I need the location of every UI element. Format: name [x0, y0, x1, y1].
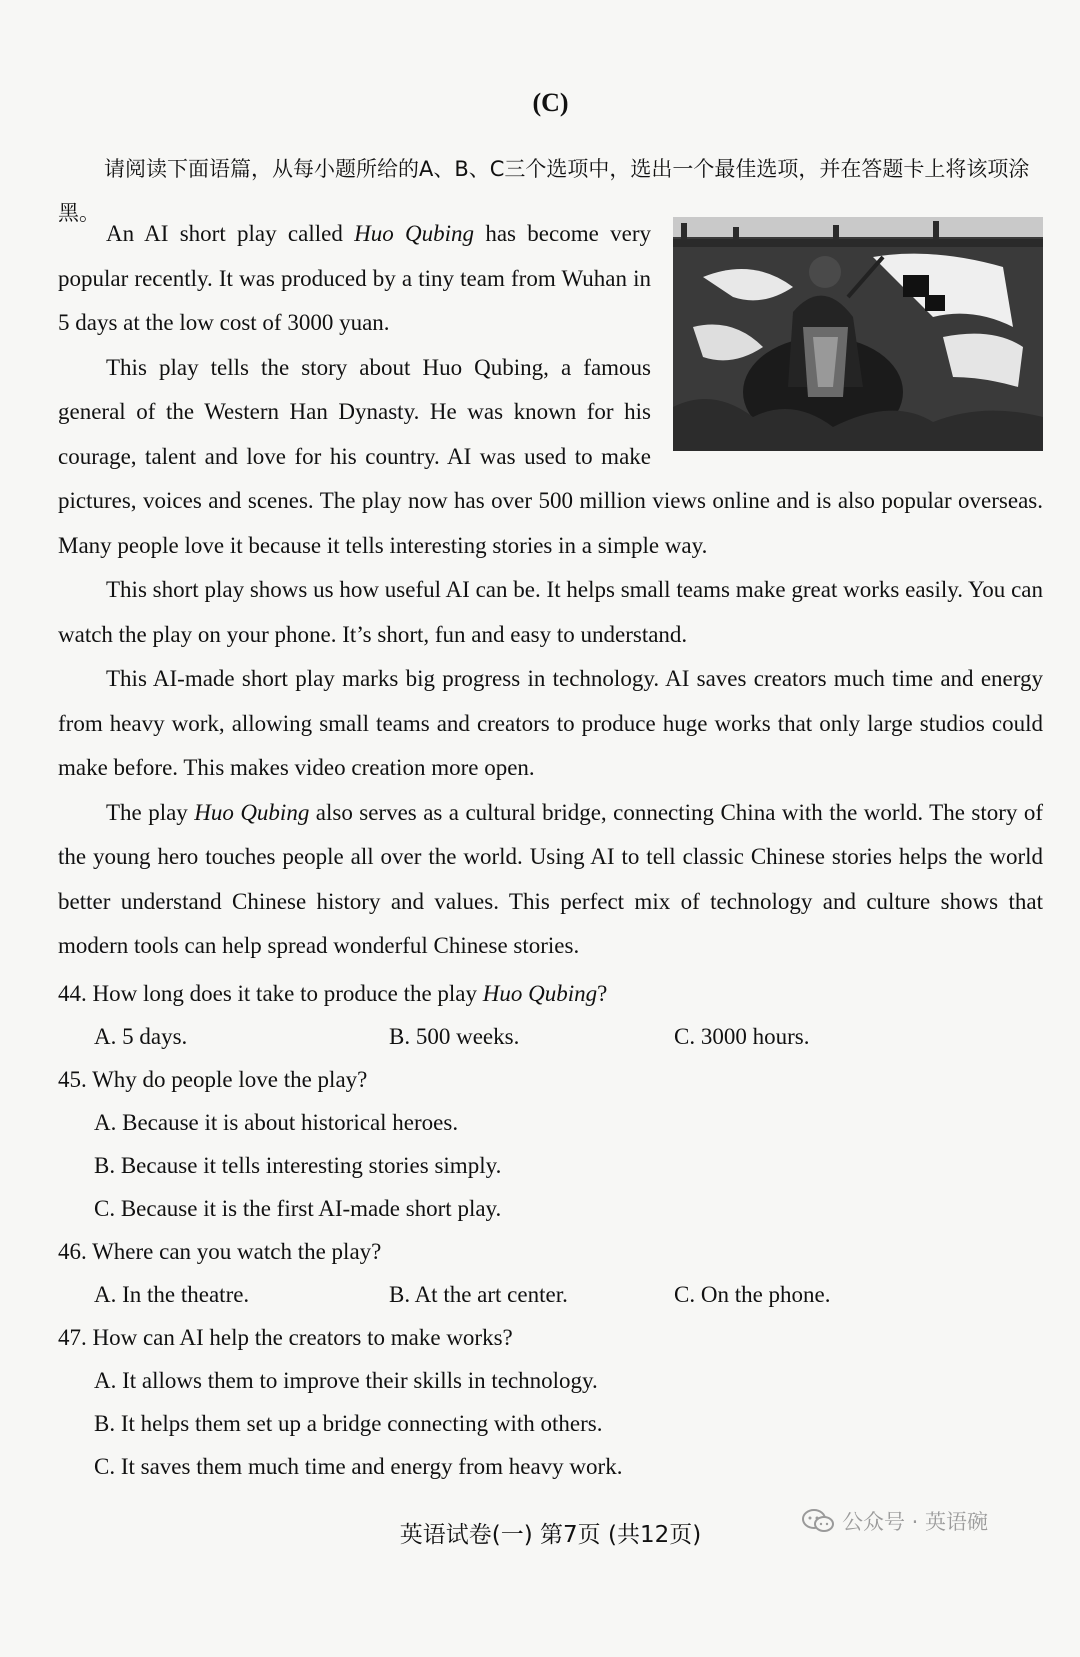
option-44-c: C. 3000 hours. [674, 1024, 810, 1049]
section-label: (C) [532, 88, 569, 117]
option-47-b: B. It helps them set up a bridge connecting with others. [94, 1411, 603, 1436]
question-45: 45. Why do people love the play? [58, 1067, 368, 1092]
paragraph-1: An AI short play called Huo Qubing has become very popular recently. It was produced by a tiny team from Wuhan in 5 days at the low cost of 3000 yuan. [58, 221, 651, 335]
play-still-image [673, 217, 1043, 451]
option-46-b: B. At the art center. [389, 1282, 568, 1307]
option-46-a: A. In the theatre. [94, 1282, 250, 1307]
instructions: 请阅读下面语篇，从每小题所给的A、B、C三个选项中，选出一个最佳选项，并在答题卡上将该项涂黑。 [58, 157, 1030, 225]
question-46-options [58, 1273, 1043, 1316]
reading-passage [58, 212, 1043, 969]
option-45-a: A. Because it is about historical heroes. [94, 1110, 459, 1135]
option-47-c: C. It saves them much time and energy from heavy work. [94, 1454, 623, 1479]
question-46: 46. Where can you watch the play? [58, 1239, 382, 1264]
question-44-options [58, 1015, 1043, 1058]
paragraph-3: This short play shows us how useful AI can be. It helps small teams make great works easily. You can watch the play on your phone. It’s short, fun and easy to understand. [58, 577, 1043, 647]
option-45-b: B. Because it tells interesting stories simply. [94, 1153, 502, 1178]
option-44-a: A. 5 days. [94, 1024, 188, 1049]
exam-page [58, 0, 1043, 1657]
paragraph-5: The play Huo Qubing also serves as a cultural bridge, connecting China with the world. The story of the young hero touches people all over the world. Using AI to tell classic Chinese stories helps the world better understand Chinese history and values. This perfect mix of technology and culture shows that modern tools can help spread wonderful Chinese stories. [58, 799, 1043, 958]
watermark-text: 公众号 · 英语碗 [841, 1510, 988, 1534]
question-44: 44. How long does it take to produce the play Huo Qubing? [58, 981, 608, 1006]
wechat-icon [802, 1509, 834, 1533]
paragraph-2: This play tells the story about Huo Qubing, a famous general of the Western Han Dynasty. He was known for his courage, talent and love for his country. AI was used to make pictures, voices and scenes. The play now has over 500 million views online and is also popular overseas. Many people love it because it tells interesting stories in a simple way. [58, 354, 1043, 558]
general-on-horse-illustration [673, 217, 1043, 451]
option-47-a: A. It allows them to improve their skills in technology. [94, 1368, 598, 1393]
paragraph-4: This AI-made short play marks big progress in technology. AI saves creators much time and energy from heavy work, allowing small teams and creators to produce huge works that only large studios could make before. This makes video creation more open. [58, 666, 1043, 780]
question-47: 47. How can AI help the creators to make works? [58, 1325, 513, 1350]
watermark [802, 1506, 988, 1536]
option-46-c: C. On the phone. [674, 1282, 831, 1307]
question-list [58, 972, 1043, 1488]
option-44-b: B. 500 weeks. [389, 1024, 520, 1049]
page-footer: 英语试卷(一) 第7页 (共12页) [399, 1522, 702, 1548]
option-45-c: C. Because it is the first AI-made short play. [94, 1196, 502, 1221]
